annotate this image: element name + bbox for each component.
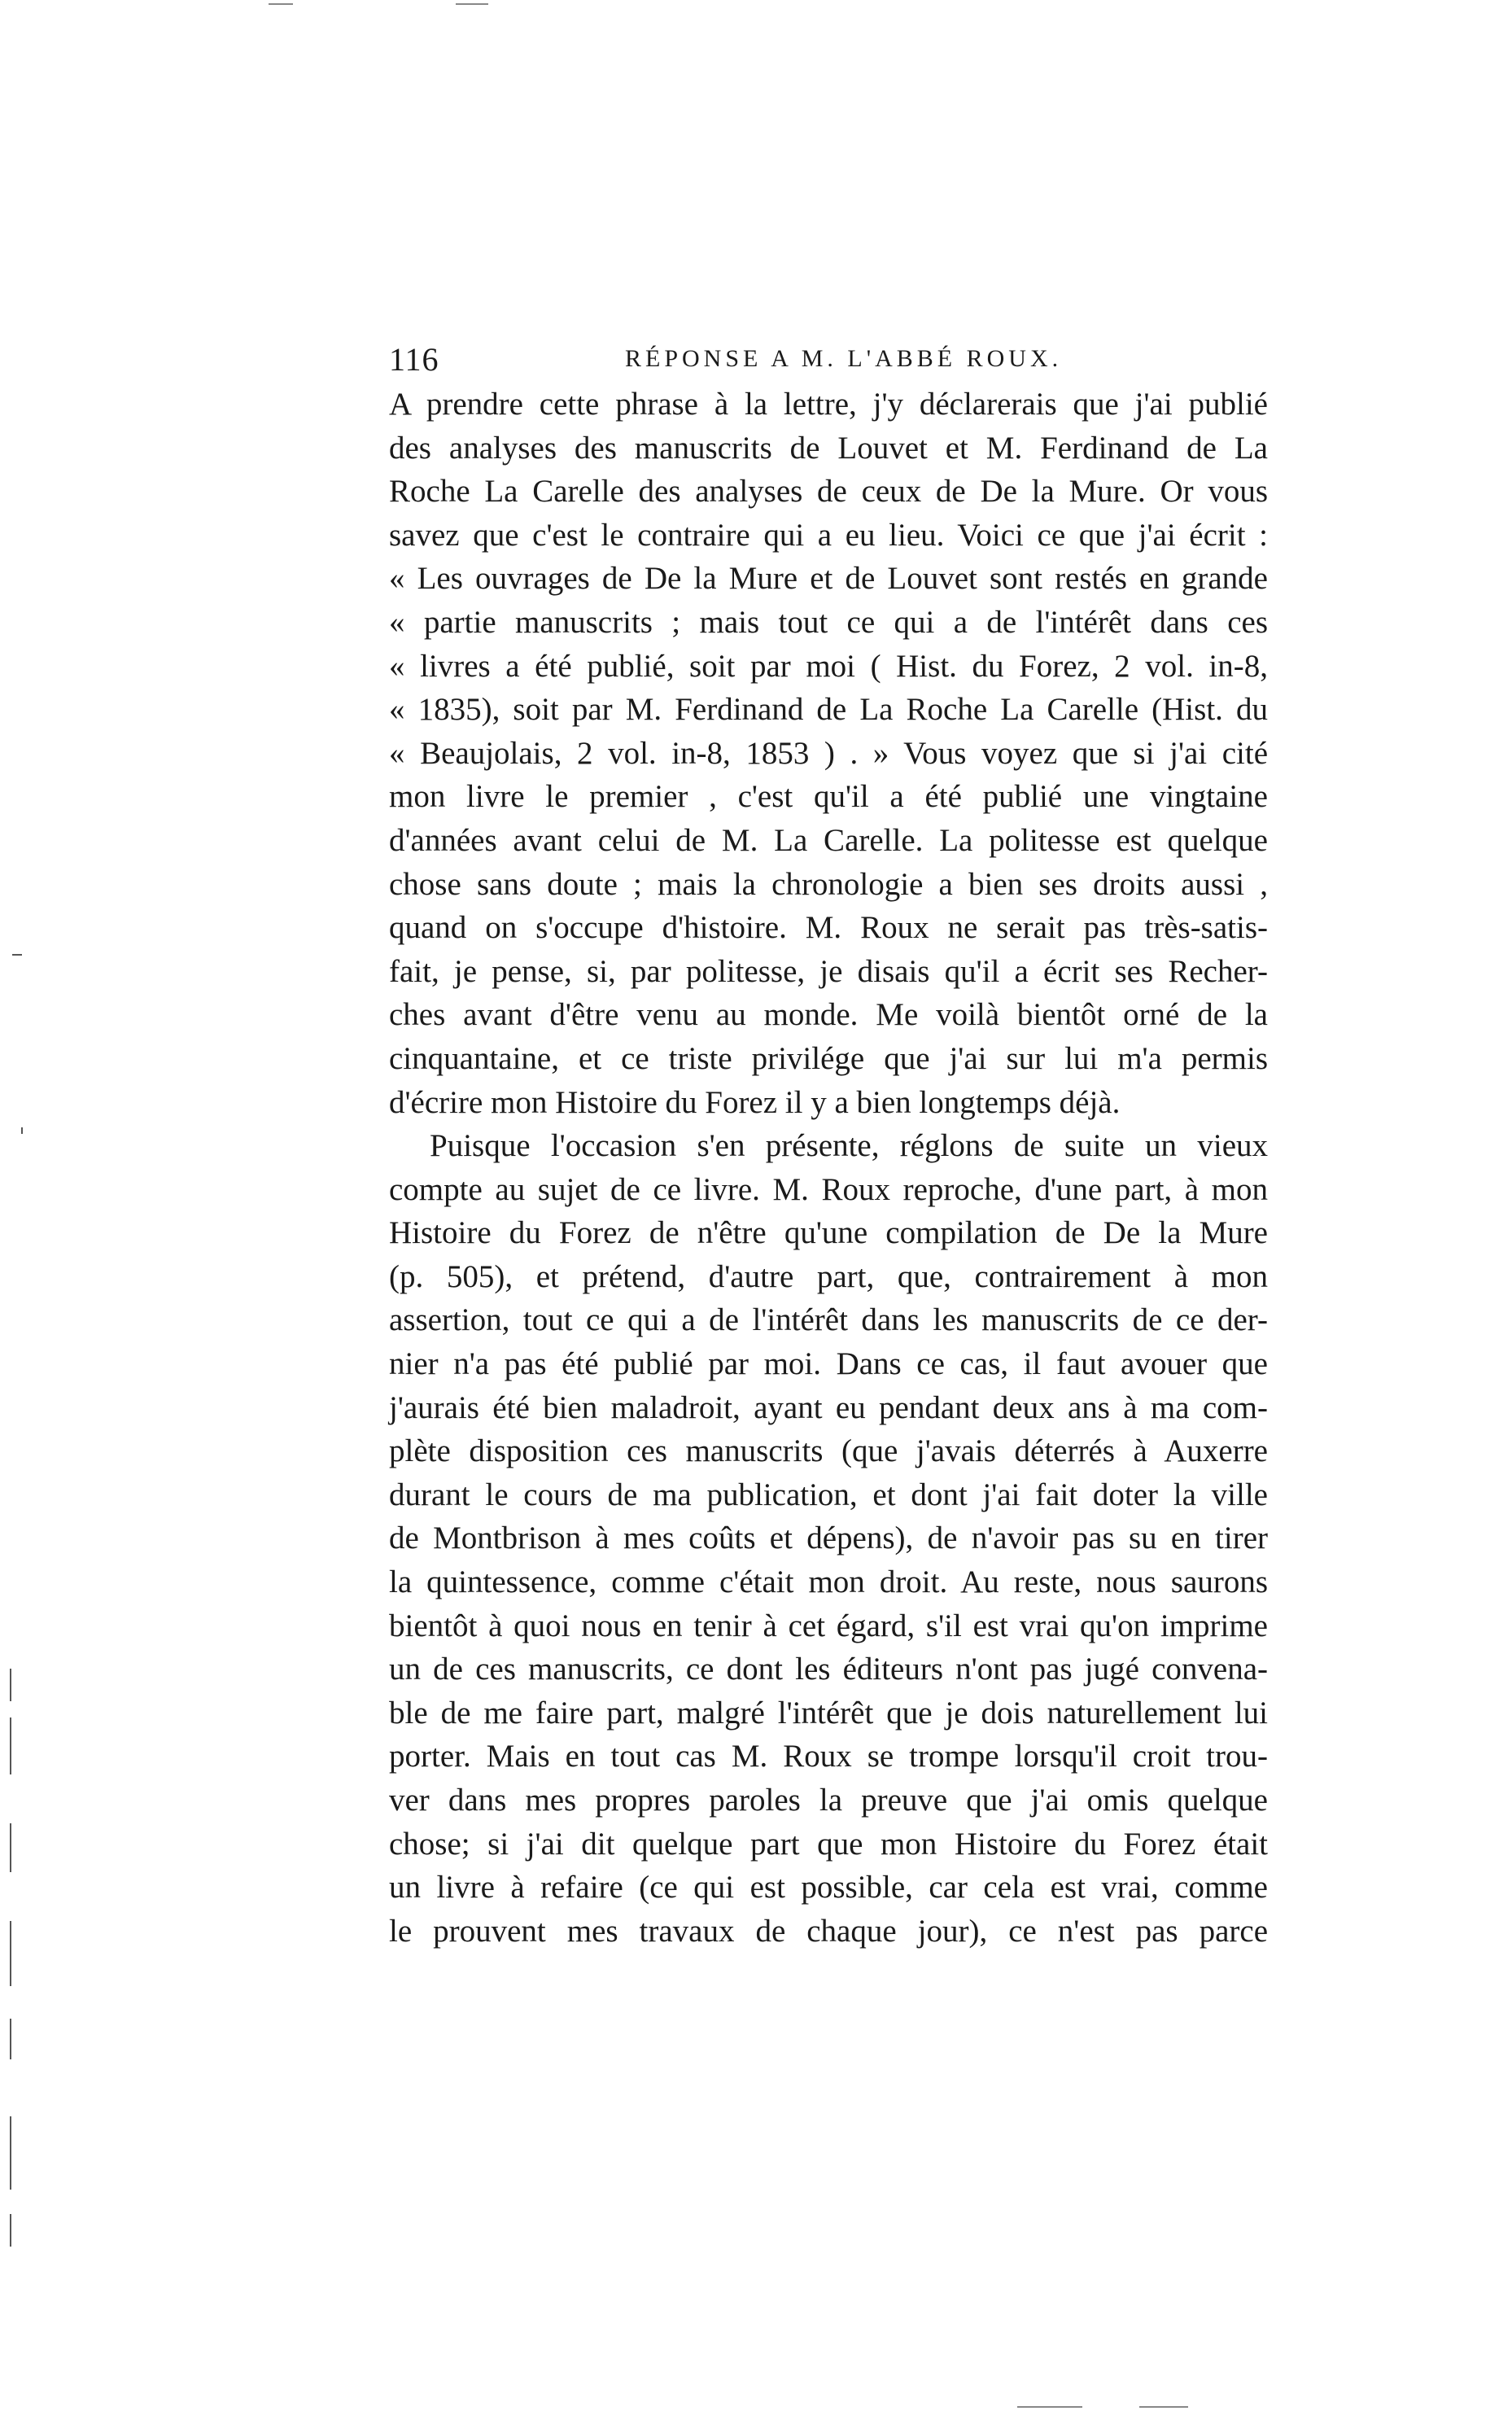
text-line: compte au sujet de ce livre. M. Roux reproche, d'une part, à mon bbox=[389, 1171, 1268, 1207]
text-line: (p. 505), et prétend, d'autre part, que, contrairement à mon bbox=[389, 1258, 1268, 1294]
text-line: « 1835), soit par M. Ferdinand de La Roche La Carelle (Hist. du bbox=[389, 692, 1268, 728]
text-line: nier n'a pas été publié par moi. Dans ce cas, il faut avouer que bbox=[389, 1346, 1268, 1382]
text-line: le prouvent mes travaux de chaque jour), ce n'est pas parce bbox=[389, 1913, 1268, 1949]
text-line: durant le cours de ma publication, et dont j'ai fait doter la ville bbox=[389, 1477, 1268, 1512]
text-line: « livres a été publié, soit par moi ( Hist. du Forez, 2 vol. in-8, bbox=[389, 648, 1268, 684]
text-line: fait, je pense, si, par politesse, je disais qu'il a écrit ses Recher- bbox=[389, 953, 1268, 989]
text-line: un de ces manuscrits, ce dont les éditeurs n'ont pas jugé convena- bbox=[389, 1652, 1268, 1687]
text-line: ches avant d'être venu au monde. Me voilà bientôt orné de la bbox=[389, 997, 1268, 1033]
running-head: RÉPONSE A M. L'ABBÉ ROUX. bbox=[625, 345, 1063, 372]
text-line: bientôt à quoi nous en tenir à cet égard, s'il est vrai qu'on imprime bbox=[389, 1608, 1268, 1643]
scan-margin-mark bbox=[10, 2214, 11, 2247]
text-line: plète disposition ces manuscrits (que j'avais déterrés à Auxerre bbox=[389, 1433, 1268, 1469]
scan-bottom-mark bbox=[1017, 2406, 1082, 2408]
scan-margin-mark bbox=[10, 2116, 11, 2190]
scan-top-mark bbox=[456, 3, 488, 5]
page-header bbox=[389, 340, 1268, 381]
text-line: porter. Mais en tout cas M. Roux se trompe lorsqu'il croit trou- bbox=[389, 1739, 1268, 1774]
body-text bbox=[389, 383, 1268, 1953]
text-line: « Beaujolais, 2 vol. in-8, 1853 ) . » Vous voyez que si j'ai cité bbox=[389, 735, 1268, 771]
text-line: d'années avant celui de M. La Carelle. La politesse est quelque bbox=[389, 822, 1268, 858]
text-line: savez que c'est le contraire qui a eu lieu. Voici ce que j'ai écrit : bbox=[389, 517, 1268, 553]
text-line: chose; si j'ai dit quelque part que mon Histoire du Forez était bbox=[389, 1826, 1268, 1862]
text-line: « Les ouvrages de De la Mure et de Louvet sont restés en grande bbox=[389, 561, 1268, 597]
scan-bottom-mark bbox=[1139, 2406, 1188, 2408]
text-line: Puisque l'occasion s'en présente, réglons de suite un vieux bbox=[430, 1128, 1268, 1164]
text-line: Roche La Carelle des analyses de ceux de De la Mure. Or vous bbox=[389, 474, 1268, 510]
text-line: mon livre le premier , c'est qu'il a été publié une vingtaine bbox=[389, 779, 1268, 815]
text-line: des analyses des manuscrits de Louvet et M. Ferdinand de La bbox=[389, 430, 1268, 466]
text-line: chose sans doute ; mais la chronologie a bien ses droits aussi , bbox=[389, 866, 1268, 902]
scan-top-mark bbox=[269, 3, 293, 5]
scan-margin-mark bbox=[10, 1823, 11, 1872]
scan-margin-mark bbox=[21, 1127, 23, 1134]
scan-margin-mark bbox=[10, 1921, 11, 1986]
text-line: Histoire du Forez de n'être qu'une compilation de De la Mure bbox=[389, 1215, 1268, 1251]
text-line: j'aurais été bien maladroit, ayant eu pendant deux ans à ma com- bbox=[389, 1389, 1268, 1425]
scan-margin-mark bbox=[12, 954, 22, 956]
scan-margin-mark bbox=[10, 1717, 11, 1774]
text-line: d'écrire mon Histoire du Forez il y a bien longtemps déjà. bbox=[389, 1084, 1121, 1120]
text-line: ver dans mes propres paroles la preuve que j'ai omis quelque bbox=[389, 1783, 1268, 1818]
text-line: quand on s'occupe d'histoire. M. Roux ne serait pas très-satis- bbox=[389, 910, 1268, 946]
page-number: 116 bbox=[389, 341, 439, 378]
text-line: A prendre cette phrase à la lettre, j'y déclarerais que j'ai publié bbox=[389, 387, 1268, 422]
text-line: de Montbrison à mes coûts et dépens), de n'avoir pas su en tirer bbox=[389, 1521, 1268, 1556]
text-line: la quintessence, comme c'était mon droit. Au reste, nous saurons bbox=[389, 1564, 1268, 1600]
text-line: « partie manuscrits ; mais tout ce qui a de l'intérêt dans ces bbox=[389, 604, 1268, 640]
text-line: assertion, tout ce qui a de l'intérêt dans les manuscrits de ce der- bbox=[389, 1302, 1268, 1338]
text-line: cinquantaine, et ce triste privilége que j'ai sur lui m'a permis bbox=[389, 1040, 1268, 1076]
scan-margin-mark bbox=[10, 1669, 11, 1701]
text-line: un livre à refaire (ce qui est possible, car cela est vrai, comme bbox=[389, 1870, 1268, 1906]
scan-margin-mark bbox=[10, 2019, 11, 2059]
text-line: ble de me faire part, malgré l'intérêt que je dois naturellement lui bbox=[389, 1695, 1268, 1731]
